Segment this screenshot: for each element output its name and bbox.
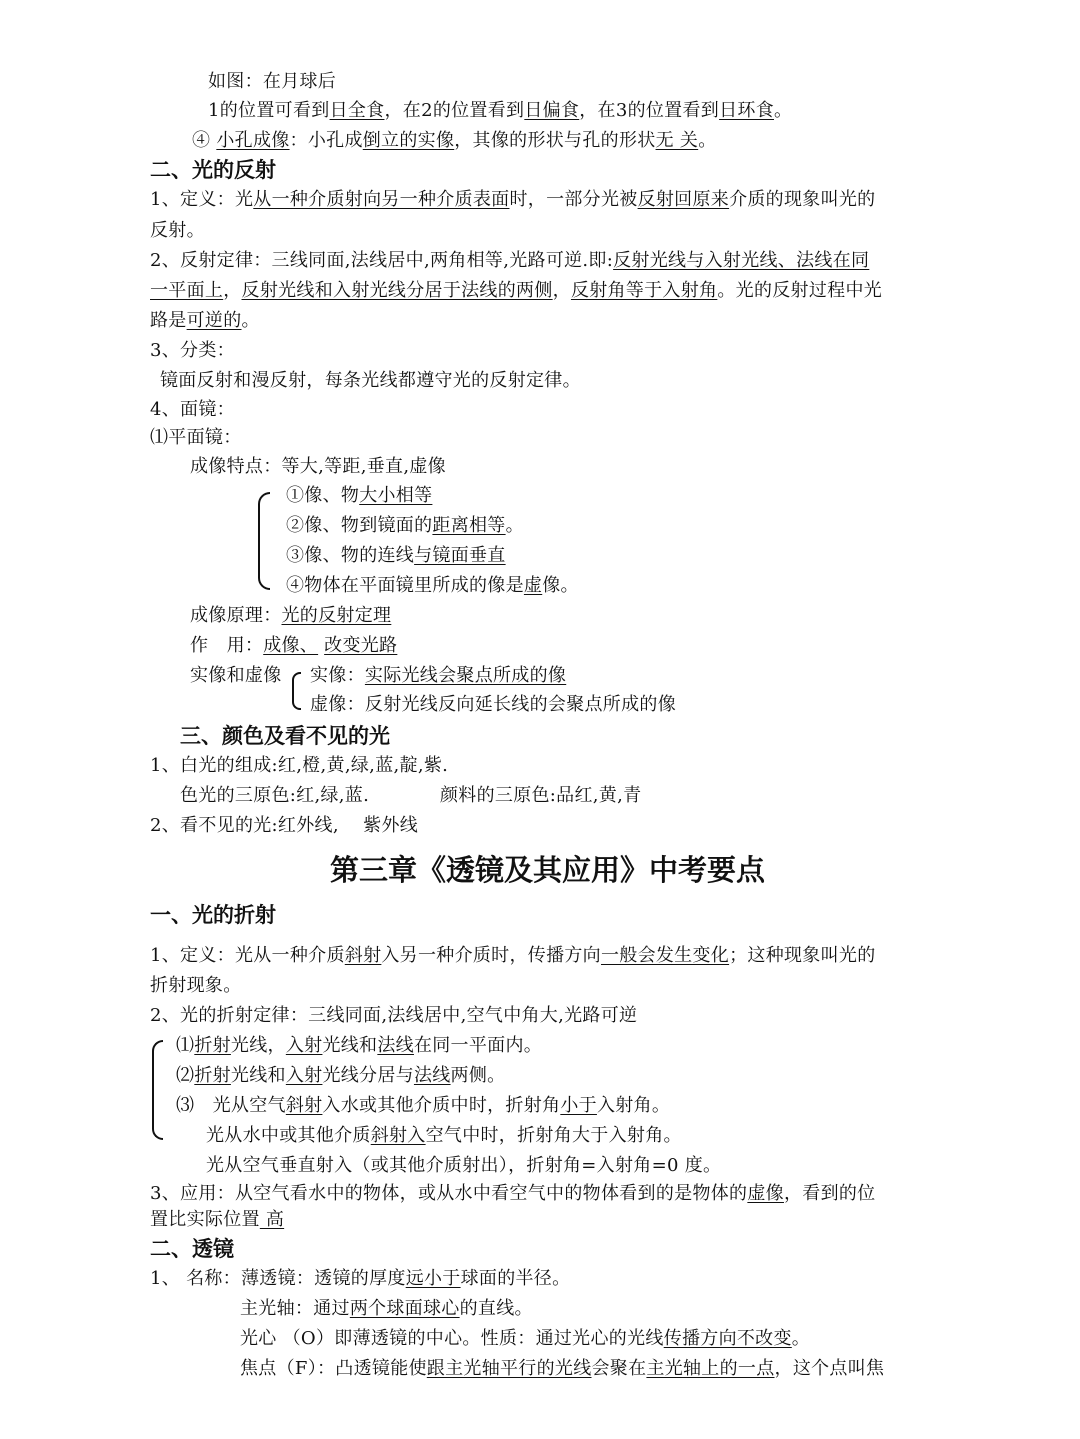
text: 像。 xyxy=(542,575,579,596)
answer: 两个球面球心 xyxy=(349,1298,460,1319)
brace xyxy=(258,492,270,590)
refraction-application xyxy=(150,1182,875,1206)
text: 路是 xyxy=(150,310,187,331)
text: ，在2的位置看到 xyxy=(384,100,525,121)
answer: 斜射 xyxy=(344,945,382,966)
answer: 折射 xyxy=(194,1035,231,1056)
classification-text: 镜面反射和漫反射，每条光线都遵守光的反射定律。 xyxy=(160,370,581,391)
white-light: 1、白光的组成:红,橙,黄,绿,蓝,靛,紫. xyxy=(150,755,449,776)
answer: 反射回原来 xyxy=(637,189,730,210)
answer: 可逆的 xyxy=(186,310,242,331)
plane-mirror-title: ⑴平面镜： xyxy=(150,427,242,448)
text: 成像原理： xyxy=(190,605,282,626)
reflection-law-cont xyxy=(150,279,882,303)
imaging-principle xyxy=(190,604,391,628)
text: 1、定义：光从一种介质 xyxy=(150,945,345,966)
text: 时，一部分光被 xyxy=(509,189,638,210)
text: ②像、物到镜面的 xyxy=(286,515,433,536)
text: 主光轴：通过 xyxy=(240,1298,350,1319)
text: 实像： xyxy=(310,665,365,686)
heading-color: 三、颜色及看不见的光 xyxy=(180,724,390,748)
answer: 反射光线和入射光线分居于法线的两侧 xyxy=(241,280,553,301)
reflection-law xyxy=(150,249,869,273)
answer: 大小相等 xyxy=(359,485,433,506)
text: ③像、物的连线 xyxy=(286,545,415,566)
text: ，在3的位置看到 xyxy=(579,100,720,121)
optical-center xyxy=(240,1327,810,1351)
answer: 与镜面垂直 xyxy=(414,545,506,566)
text: 的直线。 xyxy=(459,1298,533,1319)
mirror-title: 4、面镜： xyxy=(150,399,235,420)
text: 光从水中或其他介质 xyxy=(206,1125,371,1146)
text: 在同一平面内。 xyxy=(413,1035,543,1056)
classification-title: 3、分类： xyxy=(150,340,235,361)
text: 。 xyxy=(791,1328,811,1349)
answer: 主光轴上的一点 xyxy=(646,1358,775,1379)
answer: 入射 xyxy=(285,1035,323,1056)
answer-pinhole: 小孔成像 xyxy=(216,130,290,151)
focal-point xyxy=(240,1357,884,1381)
feature-2 xyxy=(286,514,524,538)
heading-reflection: 二、光的反射 xyxy=(150,158,276,182)
text: ， xyxy=(552,280,571,301)
reflection-law-cont2 xyxy=(150,309,260,333)
text: 介质的现象叫光的 xyxy=(729,189,876,210)
answer: 斜射 xyxy=(285,1095,323,1116)
heading-lens: 二、透镜 xyxy=(150,1237,234,1261)
answer: 一平面上 xyxy=(150,280,224,301)
text: 两侧。 xyxy=(450,1065,506,1086)
answer: 折射 xyxy=(194,1065,231,1086)
answer: 改变光路 xyxy=(324,635,398,656)
refraction-definition-cont: 折射现象。 xyxy=(150,975,242,996)
refraction-rule-2 xyxy=(176,1064,505,1088)
image-features: 成像特点：等大,等距,垂直,虚像 xyxy=(190,456,446,477)
text: 1的位置可看到 xyxy=(208,100,330,121)
text: ，其像的形状与孔的形状 xyxy=(454,130,656,151)
text: 。 xyxy=(241,310,260,331)
answer-partial: 日偏食 xyxy=(524,100,580,121)
answer: 虚像 xyxy=(747,1183,784,1204)
answer-inverted-real: 倒立的实像 xyxy=(362,130,455,151)
refraction-application-cont xyxy=(150,1208,284,1232)
chapter-title: 第三章《透镜及其应用》中考要点 xyxy=(330,853,766,887)
feature-3 xyxy=(286,544,506,568)
text: 2、反射定律：三线同面,法线居中,两角相等,光路可逆.即: xyxy=(150,250,614,271)
text: 光线和 xyxy=(322,1035,378,1056)
answer: 斜射入 xyxy=(370,1125,426,1146)
answer: 高 xyxy=(259,1209,285,1230)
text: ①像、物 xyxy=(286,485,360,506)
answer: 传播方向不改变 xyxy=(663,1328,792,1349)
text: ④物体在平面镜里所成的像是 xyxy=(286,575,524,596)
text: ，这个点叫焦 xyxy=(774,1358,885,1379)
refraction-rule-4 xyxy=(206,1124,682,1148)
text: ；这种现象叫光的 xyxy=(729,945,876,966)
answer: 从一种介质射向另一种介质表面 xyxy=(253,189,510,210)
principal-axis xyxy=(240,1297,533,1321)
text: 空气中时，折射角大于入射角。 xyxy=(425,1125,682,1146)
text: ，看到的位 xyxy=(783,1183,876,1204)
text: ：小孔成 xyxy=(289,130,363,151)
answer-unrelated: 无 关 xyxy=(655,130,699,151)
text: ， xyxy=(223,280,242,301)
feature-1 xyxy=(286,484,432,508)
reflection-definition-cont: 反射。 xyxy=(150,220,205,241)
answer-annular: 日环食 xyxy=(719,100,774,121)
figure-note: 如图：在月球后 xyxy=(208,71,337,92)
text: 。 xyxy=(505,515,524,536)
mirror-function xyxy=(190,634,397,658)
text: 入水或其他介质中时，折射角 xyxy=(322,1095,561,1116)
brace xyxy=(152,1040,163,1140)
text: ⑴ xyxy=(176,1035,195,1056)
answer: 光的反射定理 xyxy=(281,605,392,626)
text: 入另一种介质时，传播方向 xyxy=(381,945,601,966)
text: 入射角。 xyxy=(596,1095,671,1116)
feature-4 xyxy=(286,574,579,598)
answer: 虚 xyxy=(523,575,543,596)
text: 。光的反射过程中光 xyxy=(717,280,883,301)
text: 1、定义：光 xyxy=(150,189,254,210)
real-virtual-label: 实像和虚像 xyxy=(190,665,282,686)
text: 。 xyxy=(698,130,717,151)
text: 光线， xyxy=(230,1035,286,1056)
text: 置比实际位置 xyxy=(150,1209,260,1230)
heading-refraction: 一、光的折射 xyxy=(150,903,276,927)
answer-total-solar: 日全食 xyxy=(329,100,385,121)
lens-name xyxy=(150,1267,570,1291)
text: 光心 （O）即薄透镜的中心。性质：通过光心的光线 xyxy=(240,1328,664,1349)
reflection-definition xyxy=(150,188,875,212)
answer: 一般会发生变化 xyxy=(600,945,730,966)
answer: 实际光线会聚点所成的像 xyxy=(364,665,567,686)
answer: 小于 xyxy=(560,1095,597,1116)
eclipse-line xyxy=(208,99,792,123)
text: 光线分居与 xyxy=(322,1065,414,1086)
brace xyxy=(292,672,301,710)
answer: 成像、 xyxy=(263,635,319,656)
text: 。 xyxy=(774,100,793,121)
refraction-rule-5: 光从空气垂直射入（或其他介质射出），折射角=入射角=0 度。 xyxy=(206,1155,722,1176)
refraction-definition xyxy=(150,944,876,968)
text: 作 用： xyxy=(190,635,264,656)
answer: 距离相等 xyxy=(432,515,506,536)
text: 1、 名称：薄透镜：透镜的厚度 xyxy=(150,1268,406,1289)
refraction-rule-1 xyxy=(176,1034,542,1058)
answer: 远小于 xyxy=(405,1268,461,1289)
text: 会聚在 xyxy=(591,1358,647,1379)
refraction-law: 2、光的折射定律：三线同面,法线居中,空气中角大,光路可逆 xyxy=(150,1005,638,1026)
text: ⑶ 光从空气 xyxy=(176,1095,286,1116)
text: 焦点（F）：凸透镜能使 xyxy=(240,1358,427,1379)
virtual-image: 虚像：反射光线反向延长线的会聚点所成的像 xyxy=(310,694,676,715)
invisible-light: 2、看不见的光:红外线, 紫外线 xyxy=(150,815,419,836)
text: 光线和 xyxy=(230,1065,286,1086)
answer: 法线 xyxy=(377,1035,414,1056)
refraction-rule-3 xyxy=(176,1094,670,1118)
text: ⑵ xyxy=(176,1065,195,1086)
answer: 入射 xyxy=(285,1065,323,1086)
answer: 跟主光轴平行的光线 xyxy=(426,1358,592,1379)
primary-pigment: 颜料的三原色:品红,黄,青 xyxy=(440,785,642,806)
text: 3、应用：从空气看水中的物体，或从水中看空气中的物体看到的是物体的 xyxy=(150,1183,748,1204)
real-image xyxy=(310,664,566,688)
answer: 反射角等于入射角 xyxy=(570,280,718,301)
answer: 法线 xyxy=(413,1065,451,1086)
text: ④ xyxy=(192,130,211,151)
pinhole-line xyxy=(192,129,717,153)
primary-light: 色光的三原色:红,绿,蓝. xyxy=(180,785,370,806)
answer: 反射光线与入射光线、法线在同 xyxy=(613,250,870,271)
text: 球面的半径。 xyxy=(460,1268,571,1289)
